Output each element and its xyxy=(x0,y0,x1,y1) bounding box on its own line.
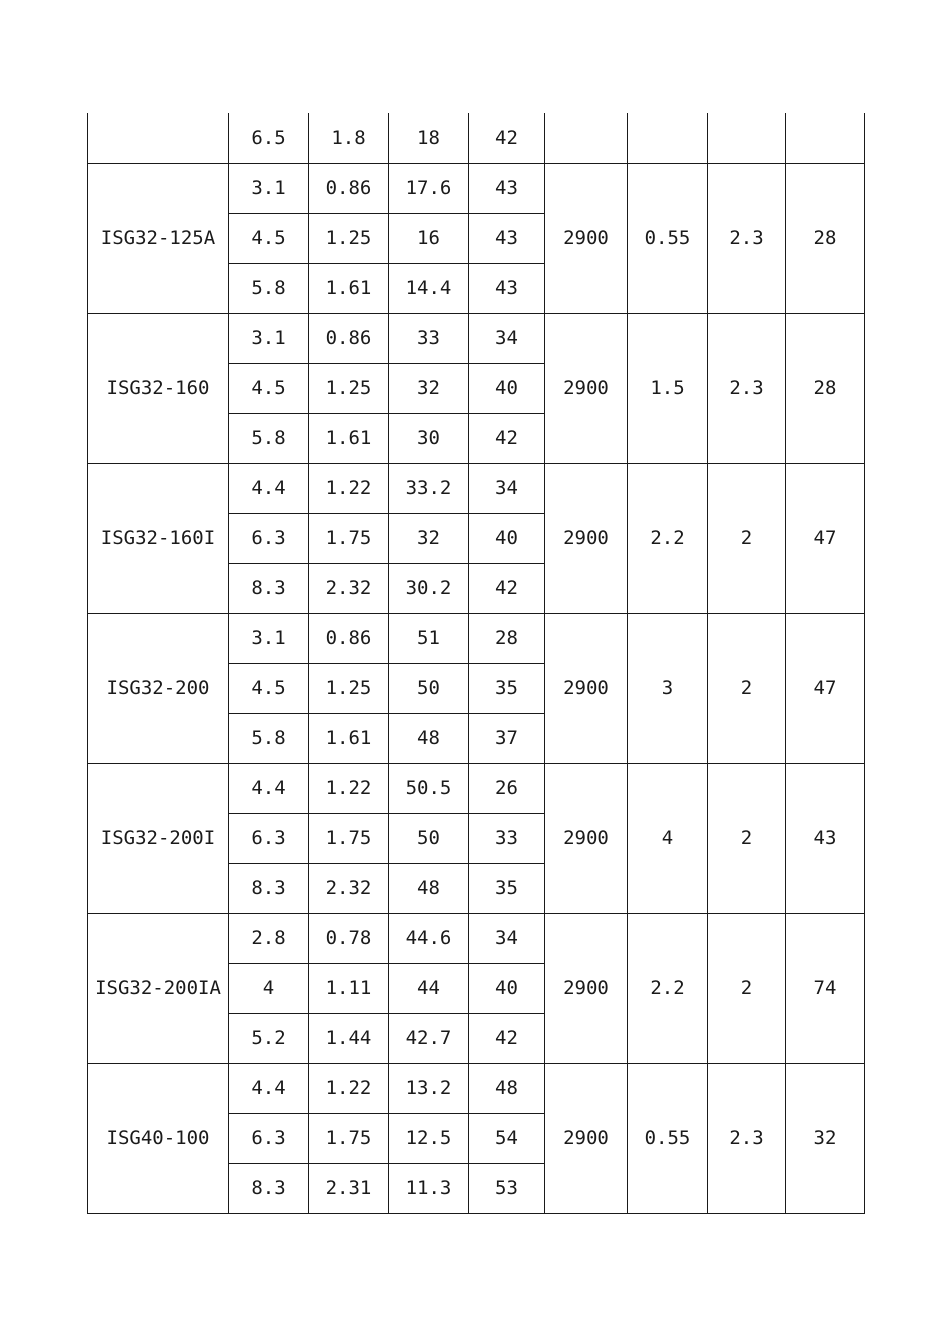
speed-cell: 2900 xyxy=(545,613,628,763)
flow-ls-cell: 1.22 xyxy=(309,1063,389,1113)
flow-m3h-cell: 3.1 xyxy=(229,313,309,363)
model-cell xyxy=(88,113,229,163)
efficiency-cell: 35 xyxy=(469,863,545,913)
weight-cell: 28 xyxy=(786,163,865,313)
table-row xyxy=(88,763,865,813)
flow-m3h-cell: 2.8 xyxy=(229,913,309,963)
efficiency-cell: 42 xyxy=(469,413,545,463)
flow-m3h-cell: 4.5 xyxy=(229,363,309,413)
power-cell: 1.5 xyxy=(628,313,708,463)
table-row xyxy=(88,463,865,513)
model-cell: ISG32-160I xyxy=(88,463,229,613)
head-cell: 33.2 xyxy=(389,463,469,513)
efficiency-cell: 53 xyxy=(469,1163,545,1213)
flow-ls-cell: 2.31 xyxy=(309,1163,389,1213)
efficiency-cell: 34 xyxy=(469,913,545,963)
npsh-cell: 2.3 xyxy=(708,1063,786,1213)
weight-cell: 47 xyxy=(786,463,865,613)
model-cell: ISG32-200 xyxy=(88,613,229,763)
npsh-cell: 2 xyxy=(708,463,786,613)
flow-m3h-cell: 6.3 xyxy=(229,813,309,863)
efficiency-cell: 43 xyxy=(469,213,545,263)
flow-ls-cell: 1.61 xyxy=(309,713,389,763)
npsh-cell: 2 xyxy=(708,913,786,1063)
efficiency-cell: 34 xyxy=(469,463,545,513)
flow-ls-cell: 1.61 xyxy=(309,263,389,313)
efficiency-cell: 37 xyxy=(469,713,545,763)
head-cell: 44 xyxy=(389,963,469,1013)
weight-cell: 74 xyxy=(786,913,865,1063)
power-cell xyxy=(628,113,708,163)
efficiency-cell: 48 xyxy=(469,1063,545,1113)
efficiency-cell: 42 xyxy=(469,1013,545,1063)
head-cell: 48 xyxy=(389,863,469,913)
flow-ls-cell: 1.75 xyxy=(309,813,389,863)
flow-ls-cell: 1.22 xyxy=(309,463,389,513)
head-cell: 50 xyxy=(389,813,469,863)
flow-m3h-cell: 3.1 xyxy=(229,613,309,663)
npsh-cell: 2 xyxy=(708,613,786,763)
head-cell: 11.3 xyxy=(389,1163,469,1213)
flow-m3h-cell: 4.4 xyxy=(229,1063,309,1113)
table-row xyxy=(88,163,865,213)
head-cell: 30.2 xyxy=(389,563,469,613)
flow-ls-cell: 1.44 xyxy=(309,1013,389,1063)
flow-ls-cell: 2.32 xyxy=(309,563,389,613)
power-cell: 0.55 xyxy=(628,1063,708,1213)
model-cell: ISG32-200IA xyxy=(88,913,229,1063)
model-cell: ISG32-125A xyxy=(88,163,229,313)
head-cell: 32 xyxy=(389,363,469,413)
pump-spec-table xyxy=(87,113,865,1214)
efficiency-cell: 35 xyxy=(469,663,545,713)
head-cell: 44.6 xyxy=(389,913,469,963)
head-cell: 12.5 xyxy=(389,1113,469,1163)
flow-ls-cell: 0.86 xyxy=(309,613,389,663)
power-cell: 4 xyxy=(628,763,708,913)
efficiency-cell: 28 xyxy=(469,613,545,663)
head-cell: 42.7 xyxy=(389,1013,469,1063)
npsh-cell: 2.3 xyxy=(708,313,786,463)
power-cell: 3 xyxy=(628,613,708,763)
efficiency-cell: 26 xyxy=(469,763,545,813)
flow-m3h-cell: 3.1 xyxy=(229,163,309,213)
flow-ls-cell: 0.86 xyxy=(309,313,389,363)
efficiency-cell: 40 xyxy=(469,513,545,563)
flow-ls-cell: 1.25 xyxy=(309,213,389,263)
efficiency-cell: 40 xyxy=(469,963,545,1013)
head-cell: 48 xyxy=(389,713,469,763)
npsh-cell: 2 xyxy=(708,763,786,913)
flow-ls-cell: 1.75 xyxy=(309,1113,389,1163)
flow-m3h-cell: 8.3 xyxy=(229,1163,309,1213)
head-cell: 50 xyxy=(389,663,469,713)
speed-cell xyxy=(545,113,628,163)
flow-m3h-cell: 6.3 xyxy=(229,1113,309,1163)
npsh-cell xyxy=(708,113,786,163)
head-cell: 50.5 xyxy=(389,763,469,813)
speed-cell: 2900 xyxy=(545,313,628,463)
flow-m3h-cell: 5.2 xyxy=(229,1013,309,1063)
head-cell: 18 xyxy=(389,113,469,163)
flow-ls-cell: 1.75 xyxy=(309,513,389,563)
weight-cell: 43 xyxy=(786,763,865,913)
flow-m3h-cell: 4.4 xyxy=(229,763,309,813)
flow-m3h-cell: 5.8 xyxy=(229,263,309,313)
speed-cell: 2900 xyxy=(545,913,628,1063)
flow-ls-cell: 1.11 xyxy=(309,963,389,1013)
speed-cell: 2900 xyxy=(545,1063,628,1213)
flow-ls-cell: 1.22 xyxy=(309,763,389,813)
power-cell: 2.2 xyxy=(628,913,708,1063)
efficiency-cell: 42 xyxy=(469,563,545,613)
efficiency-cell: 42 xyxy=(469,113,545,163)
flow-m3h-cell: 6.3 xyxy=(229,513,309,563)
flow-ls-cell: 1.25 xyxy=(309,663,389,713)
model-cell: ISG40-100 xyxy=(88,1063,229,1213)
efficiency-cell: 34 xyxy=(469,313,545,363)
head-cell: 14.4 xyxy=(389,263,469,313)
table-row xyxy=(88,913,865,963)
head-cell: 32 xyxy=(389,513,469,563)
flow-m3h-cell: 8.3 xyxy=(229,863,309,913)
flow-m3h-cell: 6.5 xyxy=(229,113,309,163)
flow-m3h-cell: 5.8 xyxy=(229,413,309,463)
flow-m3h-cell: 8.3 xyxy=(229,563,309,613)
speed-cell: 2900 xyxy=(545,763,628,913)
head-cell: 33 xyxy=(389,313,469,363)
weight-cell: 28 xyxy=(786,313,865,463)
table-row xyxy=(88,1063,865,1113)
head-cell: 30 xyxy=(389,413,469,463)
model-cell: ISG32-200I xyxy=(88,763,229,913)
flow-ls-cell: 0.78 xyxy=(309,913,389,963)
flow-ls-cell: 0.86 xyxy=(309,163,389,213)
table-body xyxy=(88,113,865,1213)
flow-m3h-cell: 4 xyxy=(229,963,309,1013)
flow-m3h-cell: 4.5 xyxy=(229,663,309,713)
efficiency-cell: 40 xyxy=(469,363,545,413)
flow-m3h-cell: 5.8 xyxy=(229,713,309,763)
efficiency-cell: 54 xyxy=(469,1113,545,1163)
head-cell: 16 xyxy=(389,213,469,263)
speed-cell: 2900 xyxy=(545,463,628,613)
npsh-cell: 2.3 xyxy=(708,163,786,313)
table-row xyxy=(88,613,865,663)
flow-m3h-cell: 4.4 xyxy=(229,463,309,513)
flow-ls-cell: 2.32 xyxy=(309,863,389,913)
model-cell: ISG32-160 xyxy=(88,313,229,463)
head-cell: 51 xyxy=(389,613,469,663)
head-cell: 13.2 xyxy=(389,1063,469,1113)
flow-m3h-cell: 4.5 xyxy=(229,213,309,263)
power-cell: 2.2 xyxy=(628,463,708,613)
weight-cell: 32 xyxy=(786,1063,865,1213)
head-cell: 17.6 xyxy=(389,163,469,213)
efficiency-cell: 43 xyxy=(469,263,545,313)
efficiency-cell: 43 xyxy=(469,163,545,213)
weight-cell: 47 xyxy=(786,613,865,763)
weight-cell xyxy=(786,113,865,163)
continuation-row xyxy=(88,113,865,163)
flow-ls-cell: 1.61 xyxy=(309,413,389,463)
speed-cell: 2900 xyxy=(545,163,628,313)
efficiency-cell: 33 xyxy=(469,813,545,863)
flow-ls-cell: 1.25 xyxy=(309,363,389,413)
flow-ls-cell: 1.8 xyxy=(309,113,389,163)
power-cell: 0.55 xyxy=(628,163,708,313)
table-row xyxy=(88,313,865,363)
